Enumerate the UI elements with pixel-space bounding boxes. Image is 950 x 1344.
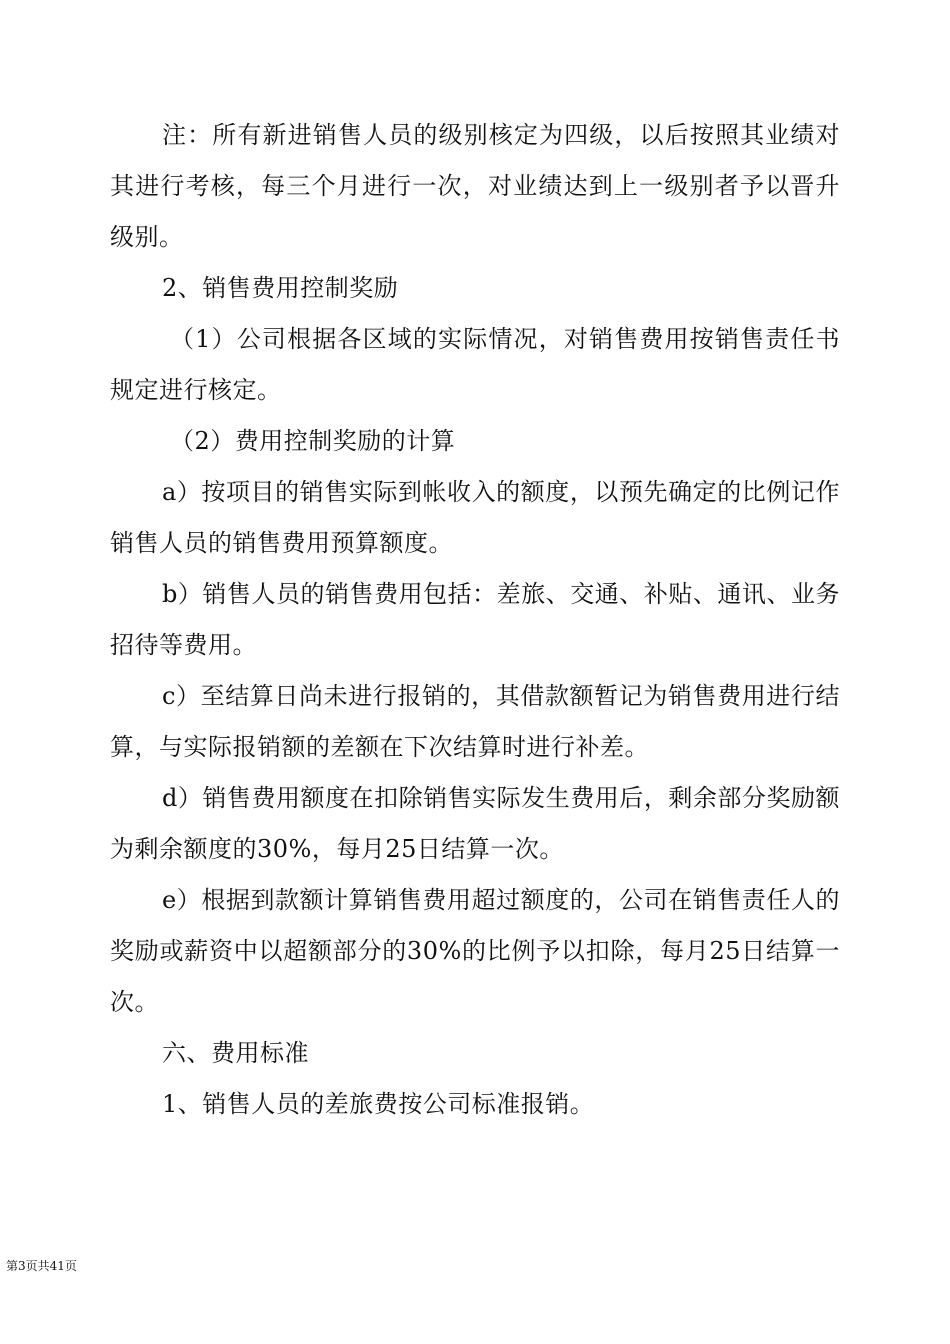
paragraph-item-a: a）按项目的销售实际到帐收入的额度，以预先确定的比例记作销售人员的销售费用预算额度。 [110, 478, 840, 557]
paragraph-item-2: （2）费用控制奖励的计算 [170, 427, 456, 455]
document-body [110, 110, 840, 1130]
paragraph-item-b: b）销售人员的销售费用包括：差旅、交通、补贴、通讯、业务招待等费用。 [110, 580, 840, 659]
paragraph-item-e: e）根据到款额计算销售费用超过额度的，公司在销售责任人的奖励或薪资中以超额部分的30%的比例予以扣除，每月25日结算一次。 [110, 886, 840, 1016]
paragraph-note: 注：所有新进销售人员的级别核定为四级，以后按照其业绩对其进行考核，每三个月进行一次，对业绩达到上一级别者予以晋升级别。 [110, 121, 840, 251]
paragraph-item-1: （1）公司根据各区域的实际情况，对销售费用按销售责任书规定进行核定。 [110, 325, 840, 404]
paragraph-travel-expense: 1、销售人员的差旅费按公司标准报销。 [162, 1090, 595, 1118]
paragraph-item-d: d）销售费用额度在扣除销售实际发生费用后，剩余部分奖励额为剩余额度的30%，每月25日结算一次。 [110, 784, 840, 863]
page-number-footer: 第3页共41页 [6, 1259, 77, 1273]
heading-sales-expense-control: 2、销售费用控制奖励 [162, 274, 399, 302]
paragraph-item-c: c）至结算日尚未进行报销的，其借款额暂记为销售费用进行结算，与实际报销额的差额在下次结算时进行补差。 [110, 682, 840, 761]
heading-expense-standards: 六、费用标准 [162, 1039, 309, 1067]
